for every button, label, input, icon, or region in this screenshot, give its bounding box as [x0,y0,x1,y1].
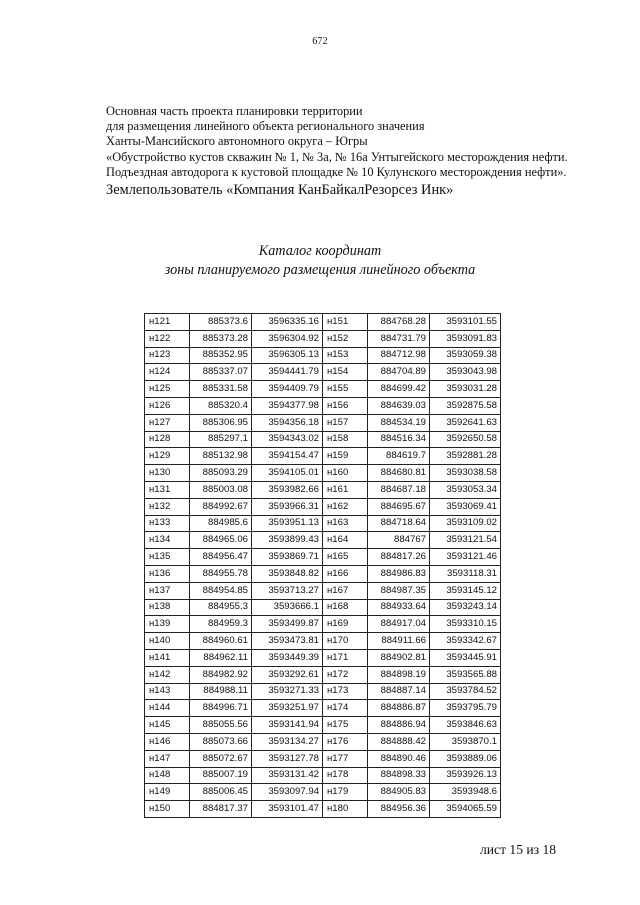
point-label-cell: н158 [323,431,368,448]
table-row [145,582,501,599]
coord-x-cell: 884955.78 [190,565,252,582]
coord-y-cell: 3593445.91 [430,649,501,666]
table-row [145,498,501,515]
coord-x-cell: 885373.28 [190,330,252,347]
coord-y-cell: 3593948.6 [430,784,501,801]
coord-y-cell: 3593310.15 [430,616,501,633]
table-row [145,683,501,700]
coord-x-cell: 885373.6 [190,314,252,331]
coord-y-cell: 3593101.47 [252,801,323,818]
coord-x-cell: 884933.64 [368,599,430,616]
table-row [145,314,501,331]
header-line: Подъездная автодорога к кустовой площадке № 10 Кулунского месторождения нефти». [106,164,567,179]
point-label-cell: н169 [323,616,368,633]
table-row [145,784,501,801]
coord-x-cell: 885320.4 [190,397,252,414]
table-row [145,649,501,666]
table-row [145,733,501,750]
coord-x-cell: 884959.3 [190,616,252,633]
coord-x-cell: 884988.11 [190,683,252,700]
table-row [145,633,501,650]
coord-y-cell: 3593131.42 [252,767,323,784]
coord-y-cell: 3594154.47 [252,448,323,465]
point-label-cell: н170 [323,633,368,650]
table-row [145,717,501,734]
coord-y-cell: 3593966.31 [252,498,323,515]
coord-x-cell: 884905.83 [368,784,430,801]
coord-x-cell: 884712.98 [368,347,430,364]
coord-y-cell: 3593846.63 [430,717,501,734]
coord-y-cell: 3593869.71 [252,549,323,566]
point-label-cell: н131 [145,481,190,498]
coord-x-cell: 884687.18 [368,481,430,498]
coord-x-cell: 885073.66 [190,733,252,750]
point-label-cell: н147 [145,750,190,767]
coord-x-cell: 884954.85 [190,582,252,599]
table-row [145,364,501,381]
coord-y-cell: 3593059.38 [430,347,501,364]
point-label-cell: н176 [323,733,368,750]
point-label-cell: н130 [145,465,190,482]
point-label-cell: н161 [323,481,368,498]
coord-y-cell: 3593101.55 [430,314,501,331]
coord-y-cell: 3593870.1 [430,733,501,750]
table-row [145,397,501,414]
land-user: Землепользователь «Компания КанБайкалРезорсез Инк» [106,182,454,199]
coord-y-cell: 3593848.82 [252,565,323,582]
coord-y-cell: 3593499.87 [252,616,323,633]
point-label-cell: н160 [323,465,368,482]
coord-x-cell: 884718.64 [368,515,430,532]
point-label-cell: н128 [145,431,190,448]
coord-y-cell: 3593271.33 [252,683,323,700]
coord-x-cell: 885352.95 [190,347,252,364]
coord-y-cell: 3594065.59 [430,801,501,818]
coord-x-cell: 884695.67 [368,498,430,515]
coord-x-cell: 884890.46 [368,750,430,767]
coord-y-cell: 3596305.13 [252,347,323,364]
table-row [145,381,501,398]
page-number: 672 [312,36,328,47]
point-label-cell: н133 [145,515,190,532]
coord-y-cell: 3593145.12 [430,582,501,599]
point-label-cell: н173 [323,683,368,700]
point-label-cell: н129 [145,448,190,465]
point-label-cell: н178 [323,767,368,784]
coord-y-cell: 3592650.58 [430,431,501,448]
coord-x-cell: 884888.42 [368,733,430,750]
point-label-cell: н175 [323,717,368,734]
coord-y-cell: 3593243.14 [430,599,501,616]
point-label-cell: н142 [145,666,190,683]
table-row [145,481,501,498]
coord-y-cell: 3593784.52 [430,683,501,700]
coord-y-cell: 3593069.41 [430,498,501,515]
coord-y-cell: 3593141.94 [252,717,323,734]
coord-x-cell: 884911.66 [368,633,430,650]
coord-y-cell: 3592641.63 [430,414,501,431]
point-label-cell: н172 [323,666,368,683]
point-label-cell: н145 [145,717,190,734]
coord-x-cell: 884985.6 [190,515,252,532]
point-label-cell: н127 [145,414,190,431]
coord-x-cell: 885297.1 [190,431,252,448]
point-label-cell: н151 [323,314,368,331]
point-label-cell: н148 [145,767,190,784]
coord-y-cell: 3593982.66 [252,481,323,498]
coord-x-cell: 884898.19 [368,666,430,683]
coord-x-cell: 884680.81 [368,465,430,482]
point-label-cell: н156 [323,397,368,414]
point-label-cell: н154 [323,364,368,381]
coordinates-table-body [145,314,501,818]
point-label-cell: н134 [145,532,190,549]
point-label-cell: н150 [145,801,190,818]
point-label-cell: н166 [323,565,368,582]
table-row [145,431,501,448]
point-label-cell: н137 [145,582,190,599]
coord-y-cell: 3593473.81 [252,633,323,650]
point-label-cell: н152 [323,330,368,347]
point-label-cell: н159 [323,448,368,465]
catalog-title-line-2: зоны планируемого размещения линейного объекта [164,262,476,278]
coord-y-cell: 3594377.98 [252,397,323,414]
coord-y-cell: 3593251.97 [252,700,323,717]
catalog-title-line-1: Каталог координат [258,243,382,259]
point-label-cell: н126 [145,397,190,414]
coord-x-cell: 884731.79 [368,330,430,347]
coord-x-cell: 885072.67 [190,750,252,767]
table-row [145,616,501,633]
point-label-cell: н121 [145,314,190,331]
coord-x-cell: 884898.33 [368,767,430,784]
coord-x-cell: 884982.92 [190,666,252,683]
coord-x-cell: 885007.19 [190,767,252,784]
coord-y-cell: 3593038.58 [430,465,501,482]
coord-x-cell: 885093.29 [190,465,252,482]
point-label-cell: н136 [145,565,190,582]
coord-x-cell: 884619.7 [368,448,430,465]
coord-y-cell: 3593121.54 [430,532,501,549]
header-line: Основная часть проекта планировки территории [106,104,363,118]
coord-y-cell: 3593449.39 [252,649,323,666]
coord-x-cell: 884639.03 [368,397,430,414]
point-label-cell: н168 [323,599,368,616]
coord-y-cell: 3594105.01 [252,465,323,482]
coord-y-cell: 3593713.27 [252,582,323,599]
coord-x-cell: 884996.71 [190,700,252,717]
coord-y-cell: 3593134.27 [252,733,323,750]
point-label-cell: н155 [323,381,368,398]
header-line: Ханты-Мансийского автономного округа – Югры [106,134,368,149]
point-label-cell: н167 [323,582,368,599]
coord-x-cell: 884699.42 [368,381,430,398]
point-label-cell: н149 [145,784,190,801]
coord-x-cell: 884817.26 [368,549,430,566]
table-row [145,515,501,532]
coord-x-cell: 885055.56 [190,717,252,734]
point-label-cell: н143 [145,683,190,700]
coordinates-table [144,313,501,818]
coord-x-cell: 884768.28 [368,314,430,331]
coord-x-cell: 884704.89 [368,364,430,381]
table-row [145,347,501,364]
coord-x-cell: 885331.58 [190,381,252,398]
point-label-cell: н135 [145,549,190,566]
coord-x-cell: 884516.34 [368,431,430,448]
coord-y-cell: 3594409.79 [252,381,323,398]
coord-y-cell: 3593899.43 [252,532,323,549]
point-label-cell: н144 [145,700,190,717]
coord-y-cell: 3592875.58 [430,397,501,414]
coord-x-cell: 884992.67 [190,498,252,515]
point-label-cell: н164 [323,532,368,549]
point-label-cell: н180 [323,801,368,818]
catalog-title [0,242,640,280]
table-row [145,666,501,683]
point-label-cell: н177 [323,750,368,767]
coord-y-cell: 3594356.18 [252,414,323,431]
coord-x-cell: 884887.14 [368,683,430,700]
table-row [145,532,501,549]
point-label-cell: н123 [145,347,190,364]
coord-y-cell: 3593889.06 [430,750,501,767]
coord-x-cell: 884956.36 [368,801,430,818]
point-label-cell: н140 [145,633,190,650]
table-row [145,565,501,582]
table-row [145,465,501,482]
coord-x-cell: 884886.94 [368,717,430,734]
header-line: для размещения линейного объекта регионального значения [106,119,425,134]
point-label-cell: н162 [323,498,368,515]
coord-y-cell: 3594441.79 [252,364,323,381]
table-row [145,448,501,465]
coord-x-cell: 884817.37 [190,801,252,818]
point-label-cell: н153 [323,347,368,364]
coord-x-cell: 884767 [368,532,430,549]
table-row [145,750,501,767]
coord-y-cell: 3593127.78 [252,750,323,767]
table-row [145,599,501,616]
table-row [145,549,501,566]
coord-x-cell: 884886.87 [368,700,430,717]
coord-y-cell: 3593031.28 [430,381,501,398]
point-label-cell: н139 [145,616,190,633]
point-label-cell: н165 [323,549,368,566]
coord-y-cell: 3594343.02 [252,431,323,448]
point-label-cell: н174 [323,700,368,717]
coord-y-cell: 3593951.13 [252,515,323,532]
coord-y-cell: 3593292.61 [252,666,323,683]
coord-y-cell: 3593097.94 [252,784,323,801]
coord-x-cell: 884987.35 [368,582,430,599]
point-label-cell: н138 [145,599,190,616]
coord-y-cell: 3593091.83 [430,330,501,347]
coord-y-cell: 3593926.13 [430,767,501,784]
point-label-cell: н179 [323,784,368,801]
coord-y-cell: 3593795.79 [430,700,501,717]
point-label-cell: н132 [145,498,190,515]
coord-y-cell: 3593342.67 [430,633,501,650]
point-label-cell: н163 [323,515,368,532]
coord-x-cell: 885132.98 [190,448,252,465]
coord-y-cell: 3593565.88 [430,666,501,683]
coord-x-cell: 884902.81 [368,649,430,666]
sheet-counter: лист 15 из 18 [480,842,557,857]
coord-x-cell: 884986.83 [368,565,430,582]
coord-x-cell: 885306.95 [190,414,252,431]
coord-x-cell: 884917.04 [368,616,430,633]
table-row [145,414,501,431]
table-row [145,767,501,784]
point-label-cell: н157 [323,414,368,431]
header-line: «Обустройство кустов скважин № 1, № 3а, № 16а Унтыгейского месторождения нефти. [106,149,568,164]
point-label-cell: н125 [145,381,190,398]
point-label-cell: н146 [145,733,190,750]
coord-x-cell: 884965.06 [190,532,252,549]
coord-x-cell: 884956.47 [190,549,252,566]
coord-y-cell: 3593118.31 [430,565,501,582]
point-label-cell: н124 [145,364,190,381]
table-row [145,700,501,717]
coord-x-cell: 885006.45 [190,784,252,801]
coord-y-cell: 3593121.46 [430,549,501,566]
table-row [145,801,501,818]
coord-x-cell: 884955.3 [190,599,252,616]
coord-y-cell: 3593053.34 [430,481,501,498]
coord-y-cell: 3593109.02 [430,515,501,532]
coord-x-cell: 885337.07 [190,364,252,381]
coord-x-cell: 884960.61 [190,633,252,650]
point-label-cell: н171 [323,649,368,666]
coord-x-cell: 885003.08 [190,481,252,498]
coord-y-cell: 3596335.16 [252,314,323,331]
coord-y-cell: 3593666.1 [252,599,323,616]
coord-y-cell: 3592881.28 [430,448,501,465]
point-label-cell: н122 [145,330,190,347]
coord-x-cell: 884962.11 [190,649,252,666]
coord-y-cell: 3593043.98 [430,364,501,381]
document-header [106,104,606,200]
coord-y-cell: 3596304.92 [252,330,323,347]
coord-x-cell: 884534.19 [368,414,430,431]
table-row [145,330,501,347]
point-label-cell: н141 [145,649,190,666]
